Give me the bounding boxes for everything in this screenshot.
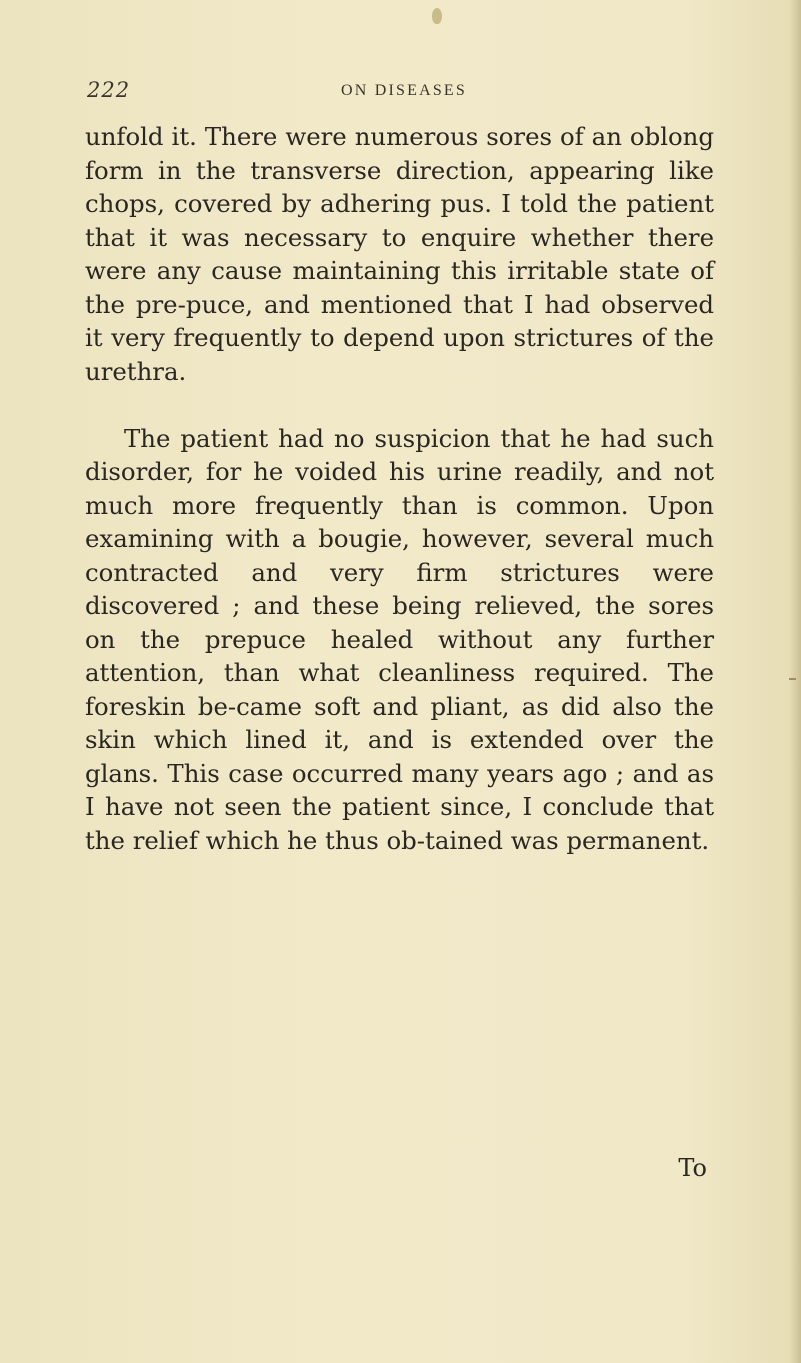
- body-text: [85, 120, 714, 857]
- catchword: To: [678, 1154, 707, 1182]
- margin-mark: [789, 678, 796, 680]
- ink-blot-mark: [432, 8, 442, 24]
- running-head: ON DISEASES: [341, 82, 467, 99]
- page-number: 222: [87, 78, 131, 102]
- page-edge-shadow: [789, 0, 801, 1363]
- paragraph-1: unfold it. There were numerous sores of an oblong form in the transverse direction, appearing like chops, covered by adhering pus. I told the patient that it was necessary to enquire whether there were any cause maintaining this irritable state of the pre-puce, and mentioned that I had observed it very frequently to depend upon strictures of the urethra.: [85, 122, 714, 386]
- page-header: [87, 78, 687, 108]
- paragraph-2: The patient had no suspicion that he had such disorder, for he voided his urine readily, and not much more frequently than is common. Upon examining with a bougie, however, several much contracted and very firm strictures were discovered ; and these being relieved, the sores on the prepuce healed without any further attention, than what cleanliness required. The foreskin be-came soft and pliant, as did also the skin which lined it, and is extended over the glans. This case occurred many years ago ; and as I have not seen the patient since, I conclude that the relief which he thus ob-tained was permanent.: [85, 423, 714, 855]
